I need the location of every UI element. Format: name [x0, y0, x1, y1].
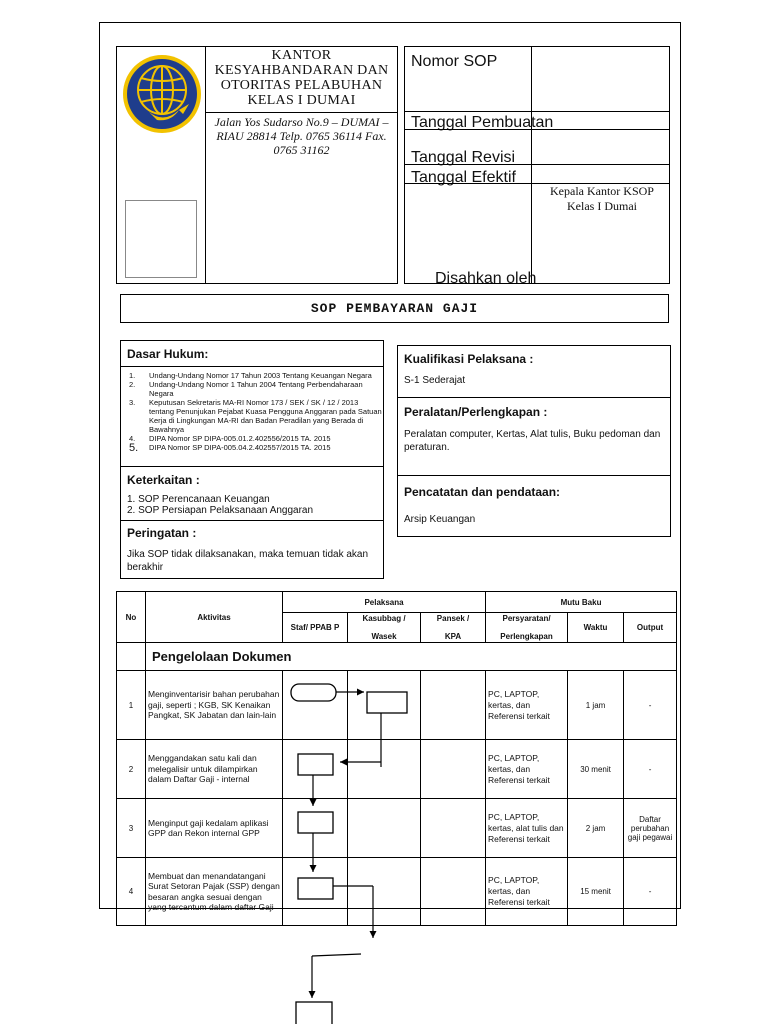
- col-aktivitas: Aktivitas: [146, 592, 283, 643]
- logo-panel: [116, 46, 206, 284]
- row-activity: Menginput gaji kedalam aplikasi GPP dan Rekon internal GPP: [146, 799, 283, 858]
- item-number: 1.: [129, 371, 136, 380]
- signer-line: Kelas I Dumai: [567, 199, 637, 213]
- office-name: [206, 48, 397, 108]
- dasar-hukum-heading: Dasar Hukum:: [127, 347, 209, 361]
- header-line: Pansek /: [436, 614, 470, 623]
- table-cell: [283, 740, 348, 799]
- header-line: Persyaratan/: [502, 614, 551, 623]
- tanggal-efektif-label: Tanggal Efektif: [411, 169, 516, 186]
- sop-title-box: [120, 294, 669, 323]
- kualifikasi-heading: Kualifikasi Pelaksana :: [404, 352, 534, 366]
- divider: [405, 129, 669, 130]
- table-cell: [421, 671, 486, 740]
- pencatatan-heading: Pencatatan dan pendataan:: [404, 485, 561, 499]
- list-item: [129, 371, 383, 380]
- row-activity: Membuat dan menandatangani Surat Setoran Pajak (SSP) dengan besaran angka sesuai dengan yang tercantum dalam daftar Gaji: [146, 858, 283, 926]
- signer-title: [537, 184, 667, 214]
- table-cell: [421, 799, 486, 858]
- group-row: [117, 643, 677, 671]
- item-text: DIPA Nomor SP DIPA-005.04.2.402557/2015 TA. 2015: [149, 443, 331, 452]
- peralatan-heading: Peralatan/Perlengkapan :: [404, 405, 548, 419]
- row-output: -: [624, 671, 677, 740]
- row-number: 3: [117, 799, 146, 858]
- item-number: 2.: [129, 380, 136, 389]
- row-output: -: [624, 740, 677, 799]
- item-text: DIPA Nomor SP DIPA-005.01.2.402556/2015 TA. 2015: [149, 434, 331, 443]
- keterkaitan-body: [120, 492, 384, 521]
- row-number: 1: [117, 671, 146, 740]
- office-address: Jalan Yos Sudarso No.9 – DUMAI – RIAU 28814 Telp. 0765 36114 Fax. 0765 31162: [214, 115, 389, 157]
- peringatan-header: [120, 520, 384, 546]
- table-row: [117, 799, 677, 858]
- kualifikasi-body: [397, 371, 671, 398]
- list-item: [129, 380, 383, 398]
- row-activity: Menginventarisir bahan perubahan gaji, seperti ; KGB, SK Kenaikan Pangkat, SK Jabatan dan lain-lain: [146, 671, 283, 740]
- item-text: Keputusan Sekretaris MA-RI Nomor 173 / SEK / SK / 12 / 2013 tentang Penunjukan Pejabat Kuasa Pengguna Anggaran pada Satuan Kerja di Lingkungan MA-RI dan Badan Peradilan yang Berada di Bawahnya: [149, 398, 382, 434]
- row-time: 30 menit: [568, 740, 624, 799]
- col-staf: Staf/ PPAB P: [283, 613, 348, 643]
- list-item: [129, 434, 383, 443]
- row-time: 15 menit: [568, 858, 624, 926]
- keterkaitan-heading: Keterkaitan :: [127, 473, 200, 487]
- dasar-hukum-body: [120, 366, 384, 467]
- signer-line: Kepala Kantor KSOP: [550, 184, 654, 198]
- peralatan-header: [397, 397, 671, 424]
- tanggal-revisi-label: Tanggal Revisi: [411, 149, 516, 166]
- col-waktu: Waktu: [568, 613, 624, 643]
- pencatatan-text: Arsip Keuangan: [404, 514, 476, 525]
- row-output: Daftar perubahan gaji pegawai: [624, 799, 677, 858]
- process-box: [296, 1002, 332, 1024]
- table-row: [117, 740, 677, 799]
- item-text: Undang-Undang Nomor 1 Tahun 2004 Tentang Perbendaharaan Negara: [149, 380, 363, 398]
- table-cell: [117, 643, 146, 671]
- table-cell: [348, 858, 421, 926]
- col-no: No: [117, 592, 146, 643]
- dasar-hukum-header: [120, 340, 384, 367]
- header-line: Wasek: [371, 632, 397, 641]
- row-number: 2: [117, 740, 146, 799]
- flow-connector: [312, 954, 361, 956]
- row-requirement: PC, LAPTOP, kertas, dan Referensi terkait: [486, 858, 568, 926]
- sop-title: SOP PEMBAYARAN GAJI: [310, 301, 479, 316]
- table-header-row: [117, 592, 677, 613]
- ministry-logo: [119, 50, 205, 140]
- row-time: 2 jam: [568, 799, 624, 858]
- item-text: Undang-Undang Nomor 17 Tahun 2003 Tentang Keuangan Negara: [149, 371, 372, 380]
- header-line: Perlengkapan: [500, 632, 553, 641]
- office-name-line: OTORITAS PELABUHAN: [220, 78, 383, 93]
- peringatan-text: Jika SOP tidak dilaksanakan, maka temuan tidak akan berakhir: [127, 549, 369, 573]
- kualifikasi-text: S-1 Sederajat: [404, 375, 466, 386]
- col-mutu-baku: Mutu Baku: [486, 592, 677, 613]
- col-output: Output: [624, 613, 677, 643]
- pencatatan-body: [397, 505, 671, 537]
- nomor-sop-label: Nomor SOP: [411, 53, 498, 70]
- row-requirement: PC, LAPTOP, kertas, dan Referensi terkait: [486, 671, 568, 740]
- header-line: Kasubbag /: [362, 614, 406, 623]
- disahkan-oleh-label: Disahkan oleh: [435, 270, 537, 287]
- row-number: 4: [117, 858, 146, 926]
- office-name-line: KESYAHBANDARAN DAN: [214, 63, 389, 78]
- row-time: 1 jam: [568, 671, 624, 740]
- peringatan-body: [120, 545, 384, 579]
- office-panel: [205, 46, 398, 284]
- process-table: [116, 591, 677, 926]
- row-requirement: PC, LAPTOP, kertas, alat tulis dan Referensi terkait: [486, 799, 568, 858]
- keterkaitan-item: 1. SOP Perencanaan Keuangan: [127, 494, 270, 505]
- header-line: KPA: [444, 632, 462, 641]
- table-cell: [348, 799, 421, 858]
- dasar-hukum-list: [121, 367, 383, 454]
- col-persyaratan: [486, 613, 568, 643]
- peralatan-text: Peralatan computer, Kertas, Alat tulis, Buku pedoman dan peraturan.: [404, 429, 661, 453]
- kualifikasi-header: [397, 345, 671, 372]
- row-requirement: PC, LAPTOP, kertas, dan Referensi terkait: [486, 740, 568, 799]
- table-row: [117, 858, 677, 926]
- divider: [405, 164, 669, 165]
- item-number: 3.: [129, 398, 136, 407]
- table-cell: [283, 671, 348, 740]
- office-name-line: KELAS I DUMAI: [247, 93, 356, 108]
- row-output: -: [624, 858, 677, 926]
- divider: [405, 111, 669, 112]
- col-pansek: [421, 613, 486, 643]
- office-name-line: KANTOR: [271, 48, 332, 63]
- table-cell: [421, 740, 486, 799]
- group-title: Pengelolaan Dokumen: [146, 643, 677, 671]
- col-pelaksana: Pelaksana: [283, 592, 486, 613]
- table-cell: [283, 858, 348, 926]
- peralatan-body: [397, 423, 671, 476]
- table-cell: [348, 740, 421, 799]
- table-cell: [348, 671, 421, 740]
- keterkaitan-item: 2. SOP Persiapan Pelaksanaan Anggaran: [127, 505, 314, 516]
- item-number: 4.: [129, 434, 136, 443]
- table-cell: [421, 858, 486, 926]
- keterkaitan-header: [120, 466, 384, 493]
- item-number: 5.: [129, 442, 139, 454]
- table-cell: [283, 799, 348, 858]
- divider: [206, 112, 397, 113]
- table-row: [117, 671, 677, 740]
- col-kasubbag: [348, 613, 421, 643]
- list-item: [129, 398, 383, 434]
- row-activity: Menggandakan satu kali dan melegalisir untuk dilampirkan dalam Daftar Gaji - internal: [146, 740, 283, 799]
- sop-meta-panel: [404, 46, 670, 287]
- divider: [531, 47, 532, 283]
- tanggal-pembuatan-label: Tanggal Pembuatan: [411, 114, 554, 131]
- peringatan-heading: Peringatan :: [127, 526, 197, 540]
- list-item: [129, 443, 383, 454]
- photo-frame: [125, 200, 197, 278]
- pencatatan-header: [397, 475, 671, 506]
